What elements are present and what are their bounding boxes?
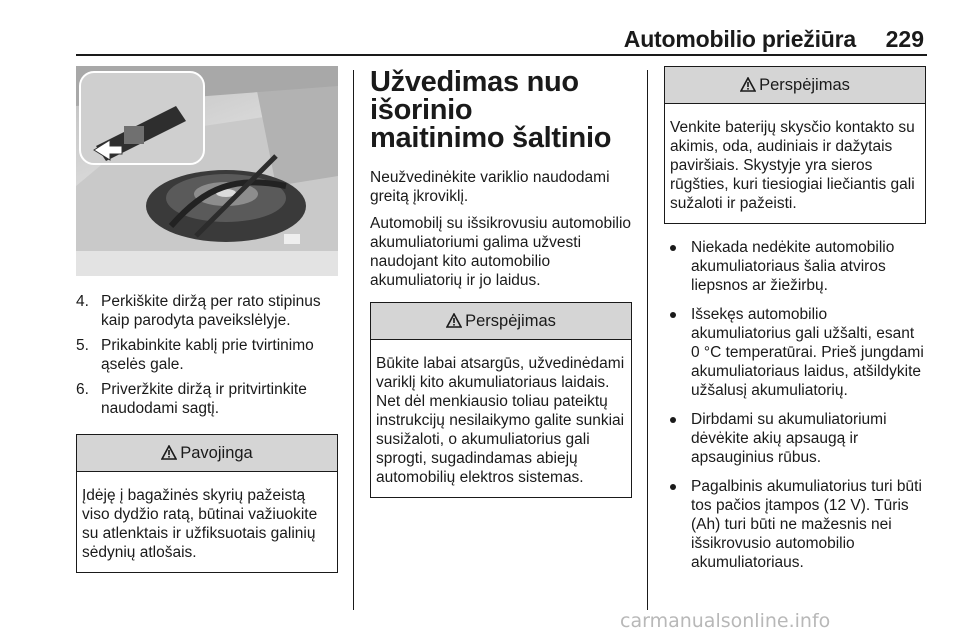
step-item bbox=[76, 336, 338, 374]
header-rule bbox=[76, 54, 927, 56]
header-title: Automobilio priežiūra bbox=[623, 26, 856, 52]
danger-box bbox=[76, 434, 338, 573]
danger-title: Pavojinga bbox=[180, 443, 253, 462]
step-text: Priveržkite diržą ir pritvirtinkite naudodami sagtį. bbox=[101, 381, 307, 417]
section-title-line2: maitinimo šaltinio bbox=[370, 122, 612, 154]
bullet-icon bbox=[670, 484, 676, 490]
bullet-text: Išsekęs automobilio akumuliatorius gali užšalti, esant 0 °C temperatūrai. Prieš jungdami akumuliatoriaus laidus, atšildykite užšalusį akumuliatorių. bbox=[691, 306, 924, 399]
step-text: Perkiškite diržą per rato stipinus kaip parodyta paveikslėlyje. bbox=[101, 293, 321, 329]
section-title bbox=[370, 68, 632, 152]
step-number: 6. bbox=[76, 381, 89, 398]
spare-wheel-figure bbox=[76, 66, 338, 276]
list-item bbox=[664, 305, 926, 400]
column-divider-2 bbox=[647, 70, 648, 610]
step-item bbox=[76, 292, 338, 330]
column-divider-1 bbox=[353, 70, 354, 610]
intro-paragraph-1: Neužvedinėkite variklio naudodami greitą įkroviklį. bbox=[370, 169, 610, 205]
warning-triangle-icon bbox=[161, 445, 177, 460]
step-item bbox=[76, 380, 338, 418]
steps-list bbox=[76, 292, 338, 418]
step-number: 5. bbox=[76, 337, 89, 354]
list-item bbox=[664, 238, 926, 295]
danger-box-header bbox=[77, 435, 337, 472]
warning-title: Perspėjimas bbox=[465, 311, 556, 330]
warning-text: Venkite baterijų skysčio kontakto su akimis, oda, audiniais ir dažytais paviršiais. Skystyje yra sieros rūgšties, kuri tiesiogiai liečiantis gali sužaloti ir pažeisti. bbox=[670, 119, 915, 212]
warning-box-middle bbox=[370, 302, 632, 498]
warning-box-header bbox=[371, 303, 631, 340]
bullet-icon bbox=[670, 245, 676, 251]
page-number: 229 bbox=[885, 26, 924, 52]
bullet-text: Niekada nedėkite automobilio akumuliatoriaus šalia atviros liepsnos ar žiežirbų. bbox=[691, 239, 895, 294]
section-title-line1: Užvedimas nuo išorinio bbox=[370, 66, 579, 126]
warning-box-header bbox=[665, 67, 925, 104]
watermark: carmanualsonline.info bbox=[620, 610, 831, 632]
bullet-icon bbox=[670, 417, 676, 423]
intro-paragraph-2: Automobilį su išsikrovusiu automobilio akumuliatoriumi galima užvesti naudojant kito automobilio akumuliatorių ir jo laidus. bbox=[370, 215, 632, 289]
danger-text: Įdėję į bagažinės skyrių pažeistą viso dydžio ratą, būtinai važiuokite su atlenktais ir užfiksuotais galinių sėdynių atlošais. bbox=[82, 487, 318, 561]
warning-box-right bbox=[664, 66, 926, 224]
safety-bullets bbox=[664, 238, 926, 572]
list-item bbox=[664, 410, 926, 467]
warning-triangle-icon bbox=[740, 77, 756, 92]
bullet-icon bbox=[670, 312, 676, 318]
bullet-text: Dirbdami su akumuliatoriumi dėvėkite akių apsaugą ir apsauginius rūbus. bbox=[691, 411, 887, 466]
left-column bbox=[76, 66, 338, 573]
warning-triangle-icon bbox=[446, 313, 462, 328]
spare-wheel-strap-illustration bbox=[76, 66, 338, 276]
step-number: 4. bbox=[76, 293, 89, 310]
middle-column bbox=[370, 66, 632, 498]
page-header bbox=[0, 0, 960, 60]
warning-title: Perspėjimas bbox=[759, 75, 850, 94]
step-text: Prikabinkite kablį prie tvirtinimo ąselės gale. bbox=[101, 337, 314, 373]
right-column bbox=[664, 66, 926, 582]
bullet-text: Pagalbinis akumuliatorius turi būti tos pačios įtampos (12 V). Tūris (Ah) turi būti ne mažesnis nei išsikrovusio automobilio akumuliatoriaus. bbox=[691, 478, 922, 571]
list-item bbox=[664, 477, 926, 572]
warning-text: Būkite labai atsargūs, užvedinėdami variklį kito akumuliatoriaus laidais. Net dėl menkiausio toliau pateiktų instrukcijų nesilaikymo galite sunkiai susižaloti, o akumuliatorius gali sprogti, sugadindamas abiejų automobilių elektros sistemas. bbox=[376, 355, 625, 486]
